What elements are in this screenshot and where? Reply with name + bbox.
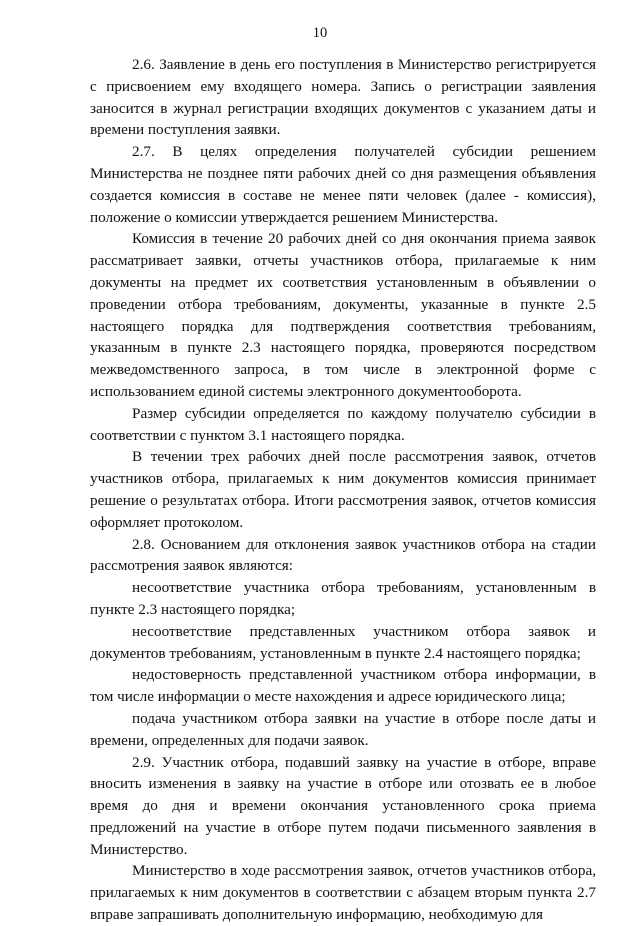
paragraph-rejection-reason-3: недостоверность представленной участником отбора информации, в том числе информации о месте нахождения и адресе юридического лица; xyxy=(90,666,596,706)
paragraph-2-6: 2.6. Заявление в день его поступления в Министерство регистрируется с присвоением ему входящего номера. Запись о регистрации заявления заносится в журнал регистрации входящих документов с указанием даты и времени поступления заявки. xyxy=(90,56,596,139)
paragraph-2-9: 2.9. Участник отбора, подавший заявку на участие в отборе, вправе вносить изменения в заявку на участие в отборе или отозвать ее в любое время до дня и времени окончания установленного срока приема предложений на участие в отборе путем подачи письменного заявления в Министерство. xyxy=(90,753,596,858)
paragraph-2-8: 2.8. Основанием для отклонения заявок участников отбора на стадии рассмотрения заявок являются: xyxy=(90,535,596,575)
paragraph-rejection-reason-2: несоответствие представленных участником отбора заявок и документов требованиям, установленным в пункте 2.4 настоящего порядка; xyxy=(90,622,596,662)
page-number: 10 xyxy=(312,25,328,41)
paragraph-selection-results: В течении трех рабочих дней после рассмотрения заявок, отчетов участников отбора, прилагаемых к ним документов комиссия принимает решение о результатах отбора. Итоги рассмотрения заявок, отчетов комиссия оформляет протоколом. xyxy=(90,448,596,531)
paragraph-rejection-reason-4: подача участником отбора заявки на участие в отборе после даты и времени, определенных для подачи заявок. xyxy=(90,709,596,749)
paragraph-commission-review: Комиссия в течение 20 рабочих дней со дня окончания приема заявок рассматривает заявки, отчеты участников отбора, прилагаемые к ним документы на предмет их соответствия установленным в объявлении о проведении отбора требованиям, документы, указанные в пункте 2.5 настоящего порядка для подтверждения соответствия требованиям, указанным в пункте 2.3 настоящего порядка, проверяются посредством межведомственного запроса, в том числе в электронной форме с использованием единой системы электронного документооборота. xyxy=(90,230,596,400)
paragraph-subsidy-size: Размер субсидии определяется по каждому получателю субсидии в соответствии с пунктом 3.1 настоящего порядка. xyxy=(90,404,596,444)
paragraph-rejection-reason-1: несоответствие участника отбора требованиям, установленным в пункте 2.3 настоящего порядка; xyxy=(90,579,596,618)
paragraph-2-7: 2.7. В целях определения получателей субсидии решением Министерства не позднее пяти рабочих дней со дня размещения объявления создается комиссия в составе не менее пяти человек (далее - комиссия), положение о комиссии утверждается решением Министерства. xyxy=(90,143,596,226)
document-body xyxy=(90,54,596,926)
paragraph-ministry-requests: Министерство в ходе рассмотрения заявок, отчетов участников отбора, прилагаемых к ним документов в соответствии с абзацем вторым пункта 2.7 вправе запрашивать дополнительную информацию, необходимую для xyxy=(90,862,596,924)
